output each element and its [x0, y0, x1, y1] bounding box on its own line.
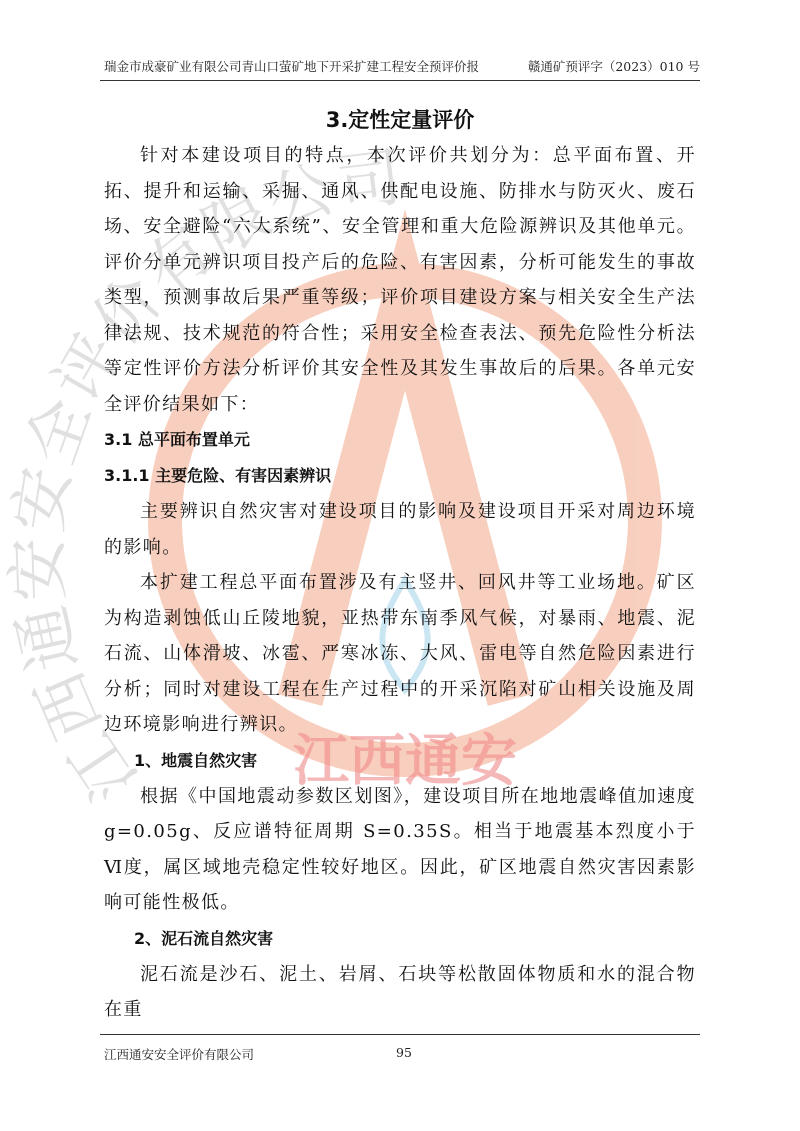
- main-content: [104, 100, 696, 1028]
- watermark-arc-text: 江西通安安全评价有限公司: [0, 140, 408, 814]
- heading-debris-flow: 2、泥石流自然灾害: [134, 928, 274, 948]
- page-header: [104, 57, 700, 77]
- paragraph-site-layout: 本扩建工程总平面布置涉及有主竖井、回风井等工业场地。矿区为构造剥蚀低山丘陵地貌，亚热带东南季风气候，对暴雨、地震、泥石流、山体滑坡、冰雹、严寒冰冻、大风、雷电等自然危险因素进行分析；同时对建设工程在生产过程中的开采沉陷对矿山相关设施及周边环境影响进行辨识。: [104, 572, 696, 735]
- section-title: 3.定性定量评价: [325, 108, 475, 132]
- heading-earthquake: 1、地震自然灾害: [134, 750, 258, 770]
- paragraph-debris-flow: 泥石流是沙石、泥土、岩屑、石块等松散固体物质和水的混合物在重: [104, 963, 696, 1020]
- header-report-title: 瑞金市成豪矿业有限公司青山口萤矿地下开采扩建工程安全预评价报: [104, 59, 480, 74]
- footer-rule: [100, 1034, 700, 1035]
- paragraph-earthquake: 根据《中国地震动参数区划图》，建设项目所在地地震峰值加速度g=0.05g、反应谱特征周期 S=0.35S。相当于地震基本烈度小于Ⅵ度，属区域地壳稳定性较好地区。因此，矿区地震自然灾害因素影响可能性极低。: [104, 785, 696, 913]
- watermark-company-name: 江西通安: [293, 729, 517, 794]
- footer-company: 江西通安安全评价有限公司: [104, 1047, 255, 1062]
- heading-3-1-1: 3.1.1 主要危险、有害因素辨识: [104, 466, 332, 485]
- paragraph-identification: 主要辨识自然灾害对建设项目的影响及建设项目开采对周边环境的影响。: [104, 501, 696, 558]
- header-rule: [100, 80, 700, 81]
- header-report-number: 赣通矿预评字（2023）010 号: [527, 59, 700, 74]
- intro-paragraph: 针对本建设项目的特点，本次评价共划分为：总平面布置、开拓、提升和运输、采掘、通风、供配电设施、防排水与防灭火、废石场、安全避险“六大系统”、安全管理和重大危险源辨识及其他单元。评价分单元辨识项目投产后的危险、有害因素，分析可能发生的事故类型，预测事故后果严重等级；评价项目建设方案与相关安全生产法律法规、技术规范的符合性；采用安全检查表法、预先危险性分析法等定性评价方法分析评价其安全性及其发生事故后的后果。各单元安全评价结果如下：: [104, 145, 696, 415]
- page-number: 95: [396, 1045, 412, 1060]
- heading-3-1: 3.1 总平面布置单元: [104, 430, 250, 449]
